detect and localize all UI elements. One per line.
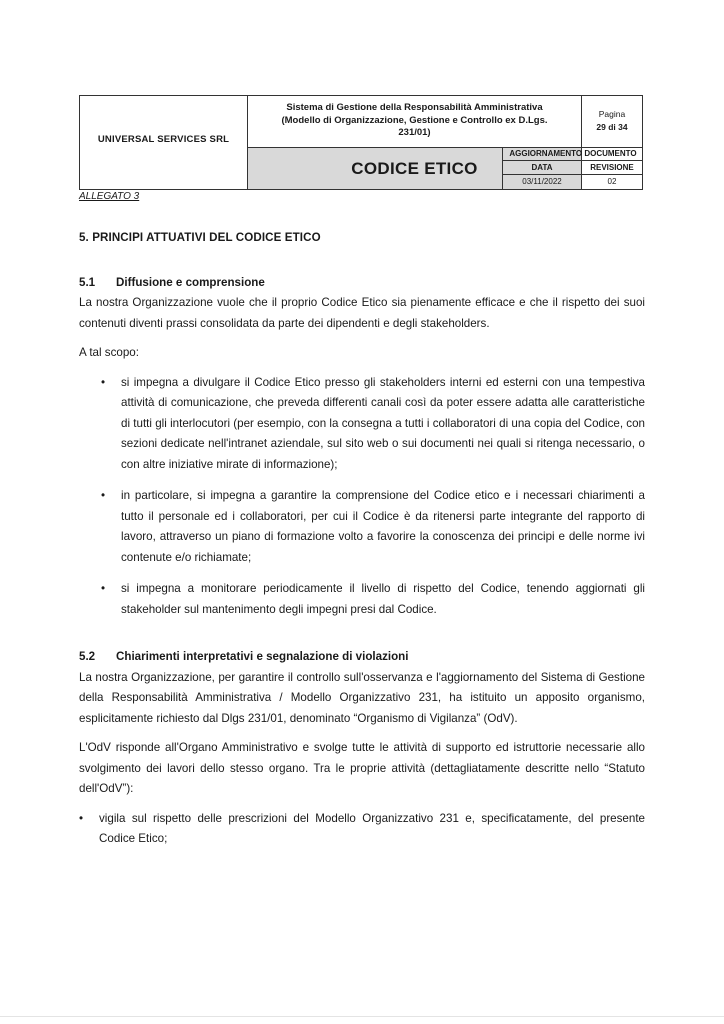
list-item-text: si impegna a monitorare periodicamente il livello di rispetto del Codice, tenendo aggiornati gli stakeholder sul mantenimento degli impegni presi dal Codice. [121,582,645,616]
bullet-list [79,373,645,621]
page-number: 29 di 34 [596,122,628,132]
management-system-title: Sistema di Gestione della Responsabilità Amministrativa (Modello di Organizzazione, Gestione e Controllo ex D.Lgs. 231/01) [248,96,582,148]
date-value: 03/11/2022 [502,175,582,189]
list-item-text: vigila sul rispetto delle prescrizioni del Modello Organizzativo 231 e, specificatamente, del presente Codice Etico; [99,811,645,845]
list-item [79,486,645,568]
document-update-label: AGGIORNAMENTO DOCUMENTO [502,148,643,161]
page-label: Pagina [598,109,626,119]
bullet-list [79,809,645,850]
subsection-heading-5-1 [79,273,645,294]
paragraph: La nostra Organizzazione vuole che il proprio Codice Etico sia pienamente efficace e che il rispetto dei suoi contenuti diventi prassi consolidata da parte dei dipendenti e degli stakeholders. [79,296,645,330]
revision-label: REVISIONE [582,161,642,175]
paragraph: L'OdV risponde all'Organo Amministrativo e svolge tutte le attività di supporto ed istruttorie necessarie allo svolgimento dei lavori dello stesso organo. Tra le proprie attività (dettagliatamente descritte nello “Statuto dell'OdV”): [79,741,645,795]
subsection-heading-5-2 [79,647,645,668]
subsection-title: Chiarimenti interpretativi e segnalazione di violazioni [116,650,409,663]
document-body [79,228,645,850]
list-item [79,579,645,620]
document-title: CODICE ETICO [248,148,582,189]
scan-edge-divider [0,1016,724,1017]
section-heading: 5. PRINCIPI ATTUATIVI DEL CODICE ETICO [79,231,321,244]
document-header-table [79,95,643,190]
revision-value: 02 [607,177,617,186]
bullet-icon: • [79,811,84,825]
date-label: DATA [502,161,582,175]
bullet-icon: • [101,375,106,389]
list-item-text: in particolare, si impegna a garantire la comprensione del Codice etico e i necessari chiarimenti a tutto il personale ed i collaboratori, per cui il Codice è da ritenersi parte integrante del rapporto di lavoro, attraverso un piano di formazione volto a favorire la conoscenza dei principi e delle norme ivi contenute e/o richiamate; [121,489,645,564]
list-item [79,809,645,850]
subsection-title: Diffusione e comprensione [116,275,265,289]
paragraph: La nostra Organizzazione, per garantire il controllo sull'osservanza e l'aggiornamento del Sistema di Gestione della Responsabilità Amministrativa / Modello Organizzativo 231, ha istituito un apposito organismo, esplicitamente richiesto dal Dlgs 231/01, denominato “Organismo di Vigilanza” (OdV). [79,670,645,725]
bullet-icon: • [101,489,106,502]
company-name: UNIVERSAL SERVICES SRL [80,96,248,189]
list-item [79,373,645,476]
bullet-icon: • [101,582,106,595]
subsection-number: 5.2 [79,650,96,663]
page-number-cell [582,96,642,148]
list-item-text: si impegna a divulgare il Codice Etico presso gli stakeholders interni ed esterni con una tempestiva attività di comunicazione, che preveda differenti canali così da poter essere adatta alle caratteristiche di tutti gli interlocutori (per esempio, con la consegna a tutti i collaboratori di una copia del Codice, con sezioni dedicate nell'intranet aziendale, sul sito web o sui documenti nei quali si ritenga necessario, o con altre iniziative mirate di informazione); [121,375,645,471]
attachment-label: ALLEGATO 3 [79,191,140,202]
subsection-number: 5.1 [79,275,96,289]
paragraph: A tal scopo: [79,346,139,359]
